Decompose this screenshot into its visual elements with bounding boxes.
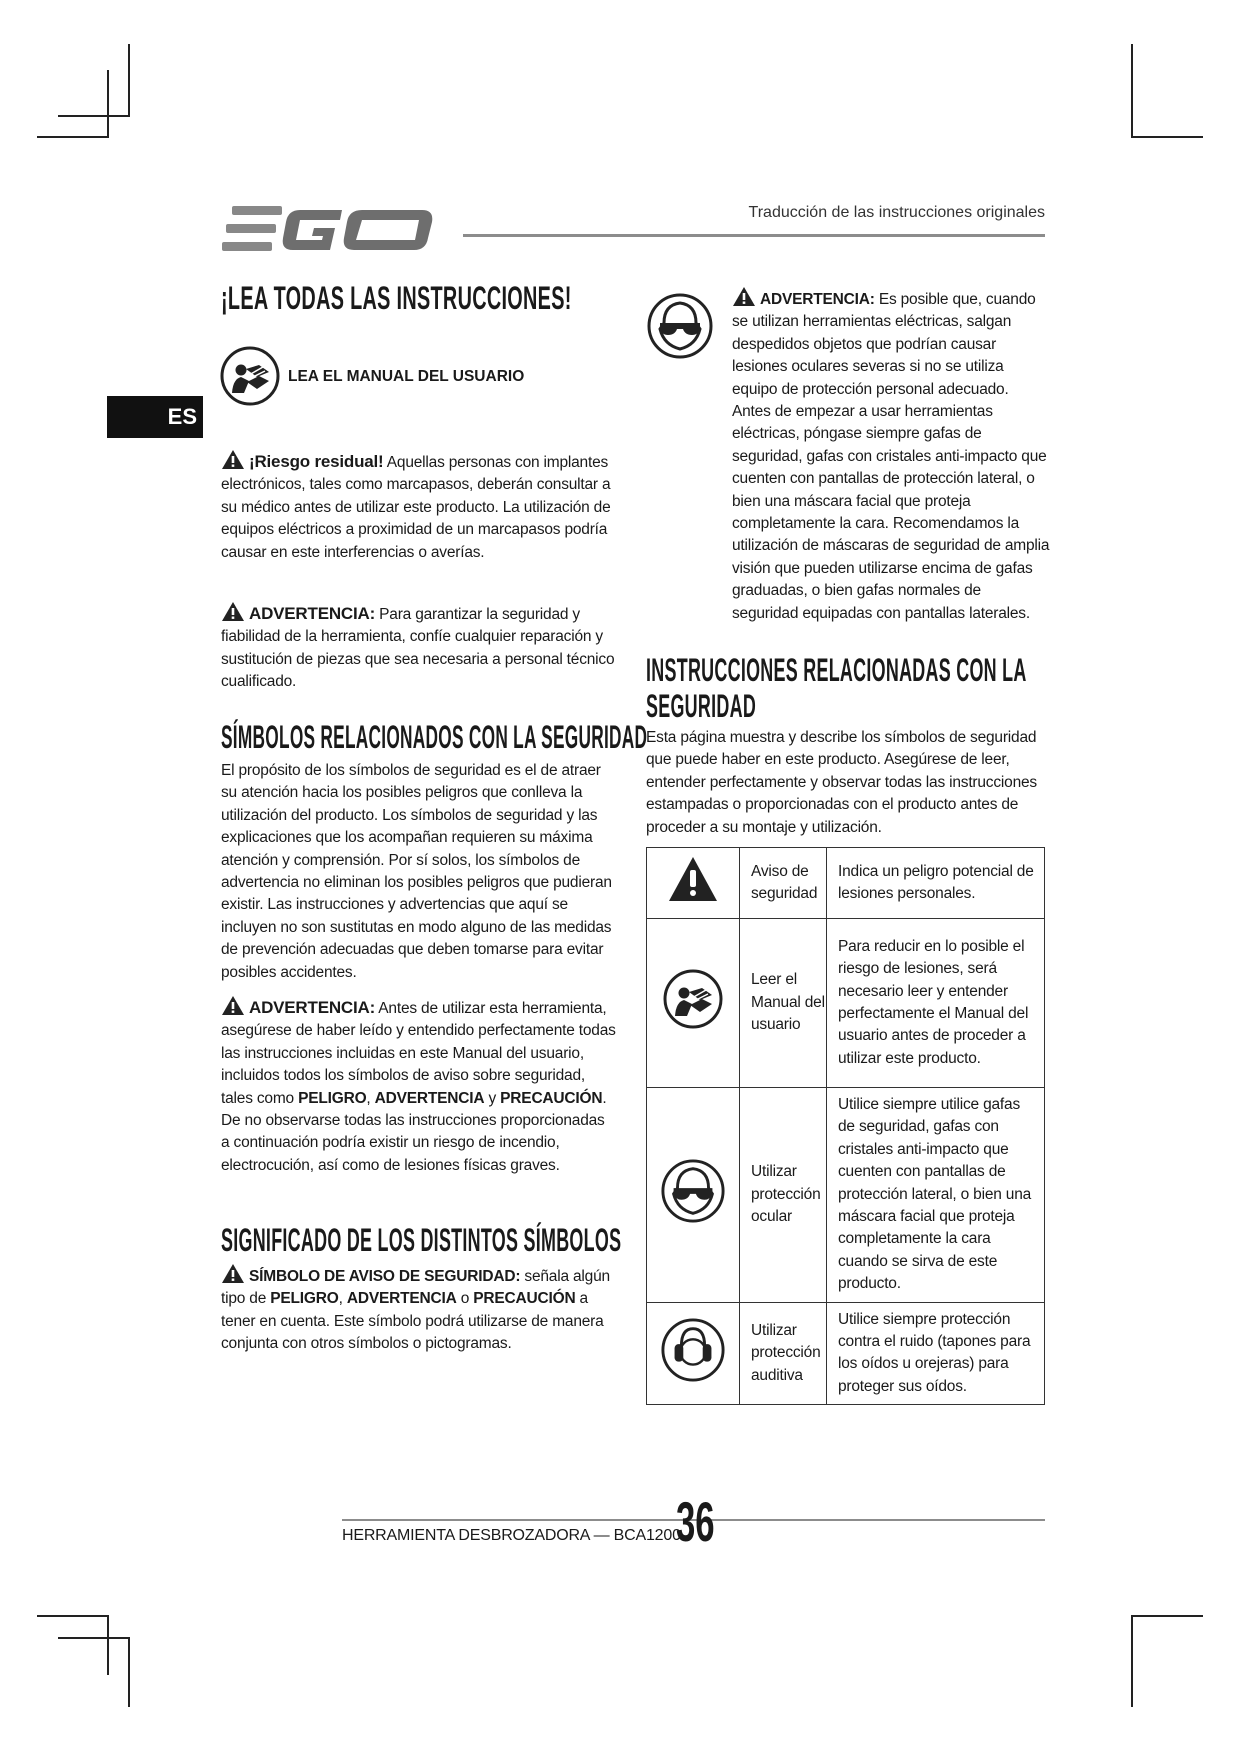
table-row [647, 848, 1045, 919]
warning-repair-paragraph: ADVERTENCIA: Para garantizar la seguridad y fiabilidad de la herramienta, confíe cualquier reparación y sustitución de piezas que sea necesaria a personal técnico cualificado. [221, 601, 616, 694]
crop-mark [1131, 44, 1133, 136]
hearing-protection-icon [660, 1317, 726, 1383]
heading-safety-instructions-1: INSTRUCCIONES RELACIONADAS CON LA [646, 652, 1027, 688]
language-tab: ES [107, 396, 203, 438]
table-name-cell: Utilizar protección auditiva [740, 1302, 827, 1405]
read-manual-icon [662, 968, 724, 1030]
table-desc-cell: Utilice siempre protección contra el ruido (tapones para los oídos u orejeras) para proteger sus oídos. [827, 1302, 1045, 1405]
table-name-cell: Leer el Manual del usuario [740, 919, 827, 1088]
crop-mark [58, 1637, 130, 1639]
heading-symbol-meanings: SIGNIFICADO DE LOS DISTINTOS SÍMBOLOS [221, 1222, 622, 1258]
warning-triangle-icon [732, 286, 756, 307]
footer-product: HERRAMIENTA DESBROZADORA — BCA1200 [342, 1527, 681, 1544]
crop-mark [128, 44, 130, 115]
eye-protection-icon [660, 1158, 726, 1224]
table-row [647, 919, 1045, 1088]
safety-symbols-table [646, 847, 1045, 1405]
crop-mark [1131, 1615, 1133, 1707]
header-rule [463, 234, 1045, 237]
table-icon-cell [647, 919, 740, 1088]
crop-mark [128, 1637, 130, 1707]
table-name-cell: Utilizar protección ocular [740, 1088, 827, 1303]
page-number: 36 [676, 1490, 715, 1553]
eye-protection-warning-paragraph: ADVERTENCIA: Es posible que, cuando se utilizan herramientas eléctricas, salgan despedidos objetos que podrían causar lesiones oculares severas si no se utiliza equipo de protección personal adecuado. Antes de empezar a usar herramientas eléctricas, póngase siempre gafas de seguridad, gafas con cristales anti-impacto que cuenten con pantallas de protección lateral, o bien una máscara facial que proteja completamente la cara. Recomendamos la utilización de máscaras de seguridad de amplia visión que pueden utilizarse encima de gafas graduadas, o bien gafas normales de seguridad equipadas con pantallas laterales. [732, 286, 1050, 625]
table-desc-cell: Indica un peligro potencial de lesiones personales. [827, 848, 1045, 919]
read-manual-icon [219, 345, 281, 407]
warning-triangle-icon [667, 855, 719, 903]
crop-mark [37, 136, 109, 138]
crop-mark [37, 1615, 109, 1617]
crop-mark [1131, 136, 1203, 138]
symbols-paragraph: El propósito de los símbolos de seguridad es el de atraer su atención hacia los posibles peligros que conlleva la utilización del producto. Los símbolos de seguridad y las explicaciones que los acompañan requieren su máxima atención y comprensión. Por sí solos, los símbolos de advertencia no eliminan los posibles peligros que pudieran existir. Las instrucciones y advertencias que aquí se incluyen no son sustitutas en modo alguno de las medidas de prevención adecuadas que deben tomarse para evitar posibles accidentes. [221, 762, 612, 981]
warning-triangle-icon [221, 995, 245, 1016]
residual-risk-paragraph: ¡Riesgo residual! Aquellas personas con implantes electrónicos, tales como marcapasos, deberán consultar a su médico antes de utilizar este producto. La utilización de equipos eléctricos a proximidad de un marcapasos podría causar en este interferencias o averías. [221, 449, 616, 564]
table-icon-cell [647, 1088, 740, 1303]
crop-mark [1131, 1615, 1203, 1617]
eye-protection-icon [646, 283, 714, 369]
table-icon-cell [647, 1302, 740, 1405]
header-subtitle: Traducción de las instrucciones originales [748, 204, 1045, 221]
warning-read-all-paragraph: ADVERTENCIA: Antes de utilizar esta herramienta, asegúrese de haber leído y entendido perfectamente todas las instrucciones incluidas en este Manual del usuario, incluidos todos los símbolos de aviso sobre seguridad, tales como PELIGRO, ADVERTENCIA y PRECAUCIÓN. De no observarse todas las instrucciones proporcionadas a continuación podría existir un riesgo de incendio, electrocución, así como de lesiones físicas graves. [221, 995, 616, 1177]
warning-triangle-icon [221, 1263, 245, 1284]
warning-triangle-icon [221, 601, 245, 622]
safety-intro-paragraph: Esta página muestra y describe los símbolos de seguridad que puede haber en este producto. Asegúrese de leer, entender perfectamente y observar todas las instrucciones estampadas o proporcionadas con el producto antes de proceder a su montaje y utilización. [646, 729, 1037, 836]
table-desc-cell: Para reducir en lo posible el riesgo de lesiones, será necesario leer y entender perfectamente el Manual del usuario antes de proceder a utilizar este producto. [827, 919, 1045, 1088]
crop-mark [107, 70, 109, 136]
table-name-cell: Aviso de seguridad [740, 848, 827, 919]
heading-safety-instructions-2: SEGURIDAD [646, 688, 757, 724]
read-manual-label: LEA EL MANUAL DEL USUARIO [288, 368, 525, 385]
warning-triangle-icon [221, 449, 245, 470]
heading-read-instructions: ¡LEA TODAS LAS INSTRUCCIONES! [221, 280, 572, 316]
table-desc-cell: Utilice siempre utilice gafas de seguridad, gafas con cristales anti-impacto que cuenten con pantallas de protección lateral, o bien una máscara facial que proteja completamente la cara cuando se sirva de este producto. [827, 1088, 1045, 1303]
crop-mark [107, 1615, 109, 1675]
table-row [647, 1302, 1045, 1405]
heading-safety-symbols: SÍMBOLOS RELACIONADOS CON LA SEGURIDAD [221, 719, 648, 755]
safety-alert-symbol-paragraph: SÍMBOLO DE AVISO DE SEGURIDAD: señala algún tipo de PELIGRO, ADVERTENCIA o PRECAUCIÓN a tener en cuenta. Este símbolo podrá utilizarse de manera conjunta con otros símbolos o pictogramas. [221, 1263, 621, 1356]
table-row [647, 1088, 1045, 1303]
table-icon-cell [647, 848, 740, 919]
ego-logo [222, 204, 442, 256]
crop-mark [58, 115, 130, 117]
